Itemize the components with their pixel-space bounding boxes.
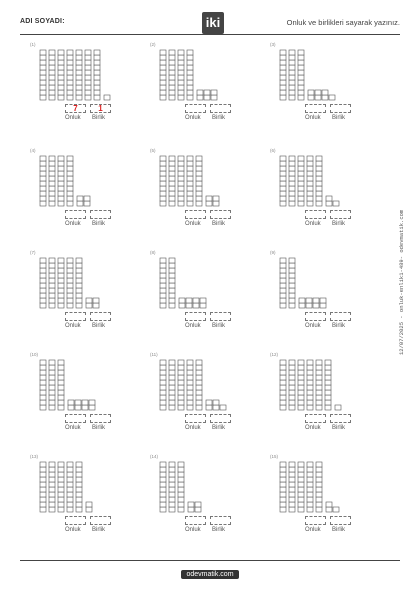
answer-boxes bbox=[185, 414, 235, 424]
onluk-label: Onluk bbox=[305, 527, 321, 533]
unit-cube bbox=[326, 502, 332, 507]
ten-rod bbox=[49, 462, 55, 512]
unit-cube bbox=[206, 400, 212, 405]
birlik-answer-box[interactable] bbox=[90, 414, 111, 423]
ten-rod bbox=[169, 462, 175, 512]
problem-13 bbox=[30, 454, 145, 554]
base-ten-blocks bbox=[150, 148, 250, 208]
birlik-label: Birlik bbox=[212, 323, 225, 329]
onluk-answer-box[interactable] bbox=[65, 516, 86, 525]
unit-cube bbox=[211, 95, 217, 100]
onluk-label: Onluk bbox=[65, 527, 81, 533]
unit-cube bbox=[333, 201, 339, 206]
ten-rod bbox=[40, 156, 46, 206]
problem-number: (12) bbox=[270, 352, 279, 357]
ten-rod bbox=[40, 360, 46, 410]
answer-boxes bbox=[185, 210, 235, 220]
onluk-label: Onluk bbox=[65, 221, 81, 227]
ten-rod bbox=[160, 360, 166, 410]
ten-rod bbox=[187, 50, 193, 100]
ten-rod bbox=[289, 156, 295, 206]
ten-rod bbox=[298, 50, 304, 100]
problem-number: (13) bbox=[30, 454, 39, 459]
unit-cube bbox=[206, 405, 212, 410]
unit-cube bbox=[193, 298, 199, 303]
footer-brand: odevmatik.com bbox=[181, 570, 238, 579]
unit-cube bbox=[86, 298, 92, 303]
problem-11 bbox=[150, 352, 265, 452]
unit-cube bbox=[213, 400, 219, 405]
onluk-label: Onluk bbox=[185, 425, 201, 431]
onluk-label: Onluk bbox=[65, 323, 81, 329]
unit-cube bbox=[197, 95, 203, 100]
problem-10 bbox=[30, 352, 145, 452]
ten-rod bbox=[178, 462, 184, 512]
unit-cube bbox=[186, 298, 192, 303]
answer-boxes bbox=[305, 312, 355, 322]
birlik-label: Birlik bbox=[332, 527, 345, 533]
ten-rod bbox=[58, 258, 64, 308]
onluk-label: Onluk bbox=[305, 323, 321, 329]
unit-cube bbox=[193, 303, 199, 308]
ten-rod bbox=[67, 156, 73, 206]
instruction: Onluk ve birlikleri sayarak yazınız. bbox=[286, 18, 400, 27]
unit-cube bbox=[306, 298, 312, 303]
unit-cube bbox=[75, 400, 81, 405]
unit-cube bbox=[68, 405, 74, 410]
birlik-label: Birlik bbox=[332, 425, 345, 431]
onluk-answer-box[interactable] bbox=[185, 312, 206, 321]
ten-rod bbox=[94, 50, 100, 100]
ten-rod bbox=[196, 156, 202, 206]
ten-rod bbox=[289, 360, 295, 410]
unit-cube bbox=[315, 90, 321, 95]
ten-rod bbox=[76, 462, 82, 512]
onluk-answer-box[interactable] bbox=[185, 210, 206, 219]
ten-rod bbox=[67, 462, 73, 512]
onluk-answer-box[interactable] bbox=[65, 312, 86, 321]
ten-rod bbox=[178, 50, 184, 100]
unit-cube bbox=[188, 502, 194, 507]
onluk-answer-box[interactable]: 7 bbox=[65, 104, 86, 113]
unit-cube bbox=[313, 298, 319, 303]
unit-cube bbox=[93, 298, 99, 303]
birlik-answer-box[interactable] bbox=[330, 210, 351, 219]
unit-cube bbox=[315, 95, 321, 100]
header bbox=[20, 12, 400, 34]
unit-cube bbox=[86, 502, 92, 507]
ten-rod bbox=[40, 50, 46, 100]
problem-5 bbox=[150, 148, 265, 248]
answer-boxes bbox=[305, 210, 355, 220]
onluk-answer-box[interactable] bbox=[305, 516, 326, 525]
base-ten-blocks bbox=[30, 352, 130, 412]
answer-boxes bbox=[65, 516, 115, 526]
birlik-answer-box[interactable] bbox=[90, 210, 111, 219]
unit-cube bbox=[320, 303, 326, 308]
unit-cube bbox=[308, 95, 314, 100]
ten-rod bbox=[160, 258, 166, 308]
ten-rod bbox=[307, 462, 313, 512]
top-divider bbox=[20, 34, 400, 35]
ten-rod bbox=[169, 156, 175, 206]
problem-number: (1) bbox=[30, 42, 36, 47]
unit-cube bbox=[179, 303, 185, 308]
onluk-label: Onluk bbox=[305, 115, 321, 121]
unit-cube bbox=[335, 405, 341, 410]
ten-rod bbox=[58, 50, 64, 100]
answer-boxes bbox=[305, 414, 355, 424]
problem-7 bbox=[30, 250, 145, 350]
side-watermark: 12/07/2025 - onluk-enlik1-489- odevmatik.com bbox=[398, 209, 405, 355]
problem-9 bbox=[270, 250, 385, 350]
unit-cube bbox=[206, 201, 212, 206]
problem-number: (15) bbox=[270, 454, 279, 459]
ten-rod bbox=[280, 50, 286, 100]
unit-cube bbox=[322, 95, 328, 100]
ten-rod bbox=[85, 50, 91, 100]
base-ten-blocks bbox=[30, 42, 130, 102]
unit-cube bbox=[326, 196, 332, 201]
birlik-answer-box[interactable] bbox=[330, 414, 351, 423]
ten-rod bbox=[58, 360, 64, 410]
unit-cube bbox=[104, 95, 110, 100]
answer-boxes bbox=[65, 210, 115, 220]
birlik-label: Birlik bbox=[332, 115, 345, 121]
unit-cube bbox=[82, 405, 88, 410]
answer-boxes bbox=[185, 516, 235, 526]
unit-cube bbox=[93, 303, 99, 308]
unit-cube bbox=[195, 507, 201, 512]
ten-rod bbox=[178, 156, 184, 206]
birlik-label: Birlik bbox=[212, 425, 225, 431]
onluk-answer-box[interactable] bbox=[305, 210, 326, 219]
onluk-answer-box[interactable] bbox=[305, 414, 326, 423]
ten-rod bbox=[160, 462, 166, 512]
onluk-answer-box[interactable] bbox=[185, 516, 206, 525]
ten-rod bbox=[178, 360, 184, 410]
ten-rod bbox=[298, 360, 304, 410]
unit-cube bbox=[186, 303, 192, 308]
problem-number: (4) bbox=[30, 148, 36, 153]
ten-rod bbox=[187, 156, 193, 206]
unit-cube bbox=[306, 303, 312, 308]
onluk-label: Onluk bbox=[305, 425, 321, 431]
unit-cube bbox=[82, 400, 88, 405]
onluk-answer-box[interactable] bbox=[65, 414, 86, 423]
answer-boxes bbox=[305, 516, 355, 526]
problem-number: (10) bbox=[30, 352, 39, 357]
unit-cube bbox=[320, 298, 326, 303]
problem-number: (14) bbox=[150, 454, 159, 459]
unit-cube bbox=[204, 90, 210, 95]
birlik-answer-box[interactable] bbox=[90, 312, 111, 321]
base-ten-blocks bbox=[150, 250, 250, 310]
onluk-answer-box[interactable] bbox=[65, 210, 86, 219]
ten-rod bbox=[307, 360, 313, 410]
unit-cube bbox=[313, 303, 319, 308]
problem-number: (7) bbox=[30, 250, 36, 255]
problem-3 bbox=[270, 42, 385, 142]
birlik-label: Birlik bbox=[92, 221, 105, 227]
problem-1 bbox=[30, 42, 145, 142]
unit-cube bbox=[213, 405, 219, 410]
ten-rod bbox=[187, 360, 193, 410]
name-label: ADI SOYADI: bbox=[20, 18, 65, 25]
onluk-label: Onluk bbox=[65, 425, 81, 431]
ten-rod bbox=[316, 360, 322, 410]
ten-rod bbox=[289, 258, 295, 308]
base-ten-blocks bbox=[150, 454, 250, 514]
birlik-answer-box[interactable]: 1 bbox=[90, 104, 111, 113]
problem-number: (8) bbox=[150, 250, 156, 255]
ten-rod bbox=[316, 156, 322, 206]
unit-cube bbox=[213, 196, 219, 201]
birlik-label: Birlik bbox=[92, 425, 105, 431]
ten-rod bbox=[307, 156, 313, 206]
ten-rod bbox=[289, 50, 295, 100]
unit-cube bbox=[220, 405, 226, 410]
unit-cube bbox=[200, 298, 206, 303]
ten-rod bbox=[298, 462, 304, 512]
onluk-answer-box[interactable] bbox=[185, 104, 206, 113]
base-ten-blocks bbox=[270, 250, 370, 310]
ten-rod bbox=[280, 156, 286, 206]
problem-6 bbox=[270, 148, 385, 248]
answer-boxes bbox=[65, 312, 115, 322]
unit-cube bbox=[77, 201, 83, 206]
unit-cube bbox=[322, 90, 328, 95]
unit-cube bbox=[77, 196, 83, 201]
ten-rod bbox=[196, 360, 202, 410]
problem-15 bbox=[270, 454, 385, 554]
ten-rod bbox=[67, 50, 73, 100]
problem-8 bbox=[150, 250, 265, 350]
onluk-answer-box[interactable] bbox=[185, 414, 206, 423]
ten-rod bbox=[76, 258, 82, 308]
unit-cube bbox=[308, 90, 314, 95]
birlik-label: Birlik bbox=[332, 323, 345, 329]
birlik-label: Birlik bbox=[212, 527, 225, 533]
base-ten-blocks bbox=[30, 250, 130, 310]
birlik-answer-box[interactable] bbox=[330, 104, 351, 113]
onluk-label: Onluk bbox=[185, 323, 201, 329]
unit-cube bbox=[200, 303, 206, 308]
birlik-label: Birlik bbox=[332, 221, 345, 227]
logo: iki bbox=[202, 12, 224, 34]
unit-cube bbox=[213, 201, 219, 206]
ten-rod bbox=[280, 462, 286, 512]
birlik-answer-box[interactable] bbox=[210, 516, 231, 525]
unit-cube bbox=[326, 507, 332, 512]
ten-rod bbox=[160, 50, 166, 100]
onluk-label: Onluk bbox=[185, 221, 201, 227]
onluk-label: Onluk bbox=[185, 115, 201, 121]
answer-boxes bbox=[65, 104, 115, 114]
unit-cube bbox=[89, 400, 95, 405]
base-ten-blocks bbox=[30, 454, 130, 514]
unit-cube bbox=[299, 298, 305, 303]
ten-rod bbox=[58, 462, 64, 512]
problem-14 bbox=[150, 454, 265, 554]
problem-number: (9) bbox=[270, 250, 276, 255]
unit-cube bbox=[68, 400, 74, 405]
birlik-answer-box[interactable] bbox=[210, 104, 231, 113]
ten-rod bbox=[298, 156, 304, 206]
ten-rod bbox=[169, 258, 175, 308]
ten-rod bbox=[160, 156, 166, 206]
base-ten-blocks bbox=[30, 148, 130, 208]
unit-cube bbox=[86, 507, 92, 512]
unit-cube bbox=[299, 303, 305, 308]
birlik-answer-box[interactable] bbox=[330, 312, 351, 321]
ten-rod bbox=[40, 462, 46, 512]
birlik-label: Birlik bbox=[92, 323, 105, 329]
unit-cube bbox=[75, 405, 81, 410]
ten-rod bbox=[58, 156, 64, 206]
problem-4 bbox=[30, 148, 145, 248]
ten-rod bbox=[316, 462, 322, 512]
unit-cube bbox=[204, 95, 210, 100]
ten-rod bbox=[169, 50, 175, 100]
onluk-label: Onluk bbox=[305, 221, 321, 227]
unit-cube bbox=[211, 90, 217, 95]
answer-boxes bbox=[65, 414, 115, 424]
birlik-label: Birlik bbox=[92, 527, 105, 533]
ten-rod bbox=[280, 360, 286, 410]
unit-cube bbox=[89, 405, 95, 410]
unit-cube bbox=[86, 303, 92, 308]
birlik-label: Birlik bbox=[212, 221, 225, 227]
problem-number: (2) bbox=[150, 42, 156, 47]
ten-rod bbox=[49, 156, 55, 206]
unit-cube bbox=[179, 298, 185, 303]
problem-12 bbox=[270, 352, 385, 452]
onluk-answer-box[interactable] bbox=[305, 312, 326, 321]
onluk-label: Onluk bbox=[185, 527, 201, 533]
unit-cube bbox=[84, 201, 90, 206]
unit-cube bbox=[206, 196, 212, 201]
ten-rod bbox=[49, 360, 55, 410]
birlik-answer-box[interactable] bbox=[210, 210, 231, 219]
answer-boxes bbox=[185, 104, 235, 114]
ten-rod bbox=[289, 462, 295, 512]
birlik-answer-box[interactable] bbox=[330, 516, 351, 525]
ten-rod bbox=[169, 360, 175, 410]
birlik-label: Birlik bbox=[212, 115, 225, 121]
bottom-divider bbox=[20, 560, 400, 561]
base-ten-blocks bbox=[270, 454, 370, 514]
ten-rod bbox=[49, 258, 55, 308]
ten-rod bbox=[325, 360, 331, 410]
unit-cube bbox=[326, 201, 332, 206]
base-ten-blocks bbox=[270, 42, 370, 102]
unit-cube bbox=[188, 507, 194, 512]
problem-2 bbox=[150, 42, 265, 142]
problem-number: (3) bbox=[270, 42, 276, 47]
base-ten-blocks bbox=[150, 352, 250, 412]
birlik-answer-box[interactable] bbox=[210, 414, 231, 423]
problem-number: (11) bbox=[150, 352, 158, 357]
unit-cube bbox=[195, 502, 201, 507]
unit-cube bbox=[197, 90, 203, 95]
base-ten-blocks bbox=[270, 352, 370, 412]
ten-rod bbox=[76, 50, 82, 100]
base-ten-blocks bbox=[270, 148, 370, 208]
ten-rod bbox=[49, 50, 55, 100]
answer-boxes bbox=[185, 312, 235, 322]
unit-cube bbox=[333, 507, 339, 512]
birlik-answer-box[interactable] bbox=[210, 312, 231, 321]
answer-boxes bbox=[305, 104, 355, 114]
ten-rod bbox=[280, 258, 286, 308]
onluk-label: Onluk bbox=[65, 115, 81, 121]
birlik-label: Birlik bbox=[92, 115, 105, 121]
problem-number: (5) bbox=[150, 148, 156, 153]
base-ten-blocks bbox=[150, 42, 250, 102]
unit-cube bbox=[84, 196, 90, 201]
problem-number: (6) bbox=[270, 148, 276, 153]
ten-rod bbox=[40, 258, 46, 308]
unit-cube bbox=[329, 95, 335, 100]
footer bbox=[0, 563, 420, 581]
birlik-answer-box[interactable] bbox=[90, 516, 111, 525]
onluk-answer-box[interactable] bbox=[305, 104, 326, 113]
ten-rod bbox=[67, 258, 73, 308]
